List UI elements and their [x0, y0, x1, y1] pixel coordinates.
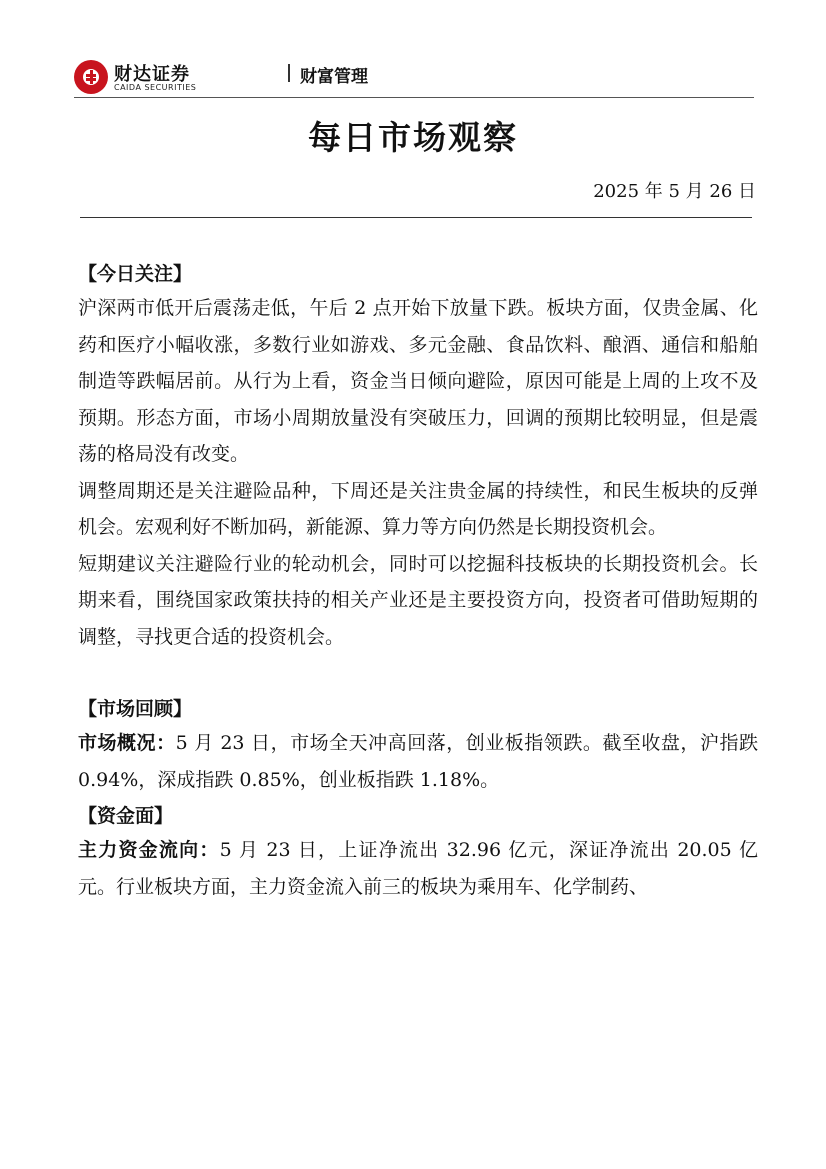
header-divider	[74, 97, 754, 98]
brand-name-en: CAIDA SECURITIES	[114, 83, 197, 92]
brand-separator	[288, 64, 290, 82]
report-date: 2025 年 5 月 26 日	[593, 181, 756, 202]
review-text: 5 月 23 日，市场全天冲高回落，创业板指领跌。截至收盘，沪指跌 0.94%，深成指跌 0.85%，创业板指跌 1.18%。	[78, 732, 758, 791]
letterhead	[74, 58, 754, 98]
brand-name-cn: 财达证券	[114, 64, 190, 85]
report-body	[78, 258, 758, 905]
funds-label: 主力资金流向：	[78, 839, 220, 861]
focus-paragraph-2: 调整周期还是关注避险品种，下周还是关注贵金属的持续性，和民生板块的反弹机会。宏观利好不断加码，新能源、算力等方向仍然是长期投资机会。	[78, 479, 758, 538]
page-title: 每日市场观察	[308, 118, 518, 157]
caida-logo-icon	[74, 60, 108, 94]
review-paragraph	[78, 725, 758, 798]
section-heading-review: 【市场回顾】	[78, 698, 193, 720]
brand-subtitle: 财富管理	[300, 67, 368, 87]
section-heading-focus: 【今日关注】	[78, 263, 193, 285]
section-heading-funds: 【资金面】	[78, 805, 174, 827]
review-label: 市场概况：	[78, 732, 176, 754]
focus-paragraph-3: 短期建议关注避险行业的轮动机会，同时可以挖掘科技板块的长期投资机会。长期来看，围绕国家政策扶持的相关产业还是主要投资方向，投资者可借助短期的调整，寻找更合适的投资机会。	[78, 552, 758, 648]
funds-text: 5 月 23 日，上证净流出 32.96 亿元，深证净流出 20.05 亿元。行业板块方面，主力资金流入前三的板块为乘用车、化学制药、	[78, 839, 758, 898]
focus-paragraph-1: 沪深两市低开后震荡走低，午后 2 点开始下放量下跌。板块方面，仅贵金属、化药和医疗小幅收涨，多数行业如游戏、多元金融、食品饮料、酿酒、通信和船舶制造等跌幅居前。从行为上看，资金当日倾向避险，原因可能是上周的上攻不及预期。形态方面，市场小周期放量没有突破压力，回调的预期比较明显，但是震荡的格局没有改变。	[78, 297, 758, 465]
funds-paragraph	[78, 832, 758, 905]
title-divider	[80, 217, 752, 218]
